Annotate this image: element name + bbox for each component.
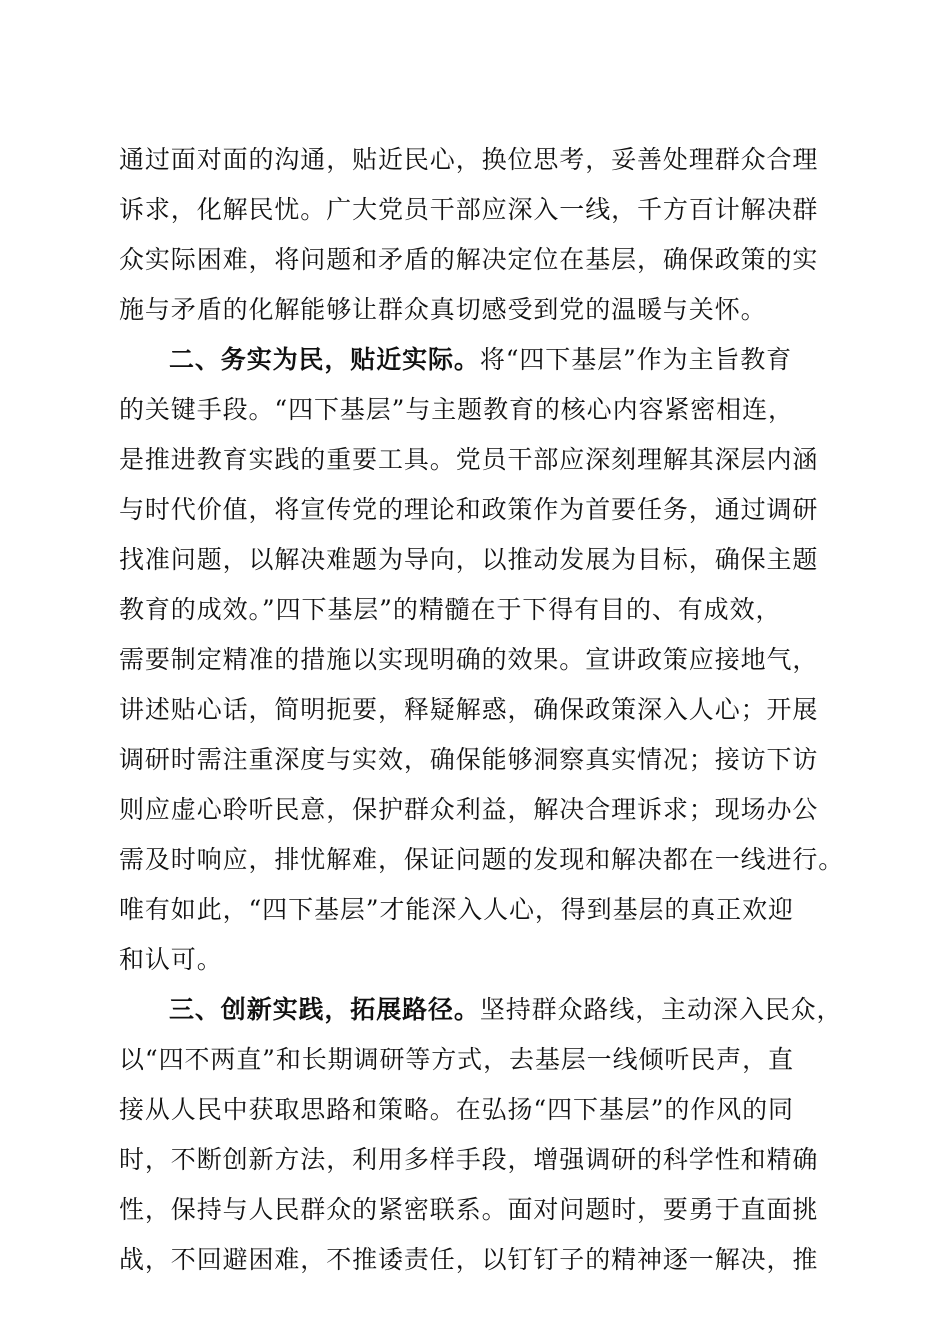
text-line: 找准问题，以解决难题为导向，以推动发展为目标，确保主题: [119, 545, 819, 574]
section-heading: 三、创新实践，拓展路径。: [169, 995, 480, 1024]
text-line: 讲述贴心话，简明扼要，释疑解惑，确保政策深入人心；开展: [119, 695, 819, 724]
text-line: 的关键手段。“四下基层”与主题教育的核心内容紧密相连，: [119, 395, 794, 424]
text-line: 唯有如此，“四下基层”才能深入人心，得到基层的真正欢迎: [119, 895, 794, 924]
text-line: 和认可。: [119, 945, 223, 974]
text-line: 与时代价值，将宣传党的理论和政策作为首要任务，通过调研: [119, 495, 819, 524]
text-line: 以“四不两直”和长期调研等方式，去基层一线倾听民声，直: [119, 1045, 794, 1074]
text-line: 需及时响应，排忧解难，保证问题的发现和解决都在一线进行。: [119, 845, 845, 874]
text-line: 则应虚心聆听民意，保护群众利益，解决合理诉求；现场办公: [119, 795, 819, 824]
section-heading-line: [169, 995, 842, 1025]
text-span: 坚持群众路线，主动深入民众，: [479, 995, 843, 1024]
text-span: 将“四下基层”作为主旨教育: [479, 345, 793, 374]
text-line: 教育的成效。”四下基层”的精髓在于下得有目的、有成效，: [119, 595, 782, 624]
text-line: 接从人民中获取思路和策略。在弘扬“四下基层”的作风的同: [119, 1095, 794, 1124]
section-heading: 二、务实为民，贴近实际。: [169, 345, 480, 374]
text-line: 时，不断创新方法，利用多样手段，增强调研的科学性和精确: [119, 1145, 819, 1174]
text-line: 众实际困难，将问题和矛盾的解决定位在基层，确保政策的实: [119, 245, 819, 274]
text-line: 战，不回避困难，不推诿责任，以钉钉子的精神逐一解决，推: [119, 1245, 819, 1274]
text-line: 诉求，化解民忧。广大党员干部应深入一线，千方百计解决群: [119, 195, 819, 224]
text-line: 施与矛盾的化解能够让群众真切感受到党的温暖与关怀。: [119, 295, 767, 324]
text-line: 需要制定精准的措施以实现明确的效果。宣讲政策应接地气，: [119, 645, 819, 674]
text-line: 调研时需注重深度与实效，确保能够洞察真实情况；接访下访: [119, 745, 819, 774]
text-line: 性，保持与人民群众的紧密联系。面对问题时，要勇于直面挑: [119, 1195, 819, 1224]
text-line: 通过面对面的沟通，贴近民心，换位思考，妥善处理群众合理: [119, 145, 819, 174]
text-line: 是推进教育实践的重要工具。党员干部应深刻理解其深层内涵: [119, 445, 819, 474]
section-heading-line: [169, 345, 792, 375]
